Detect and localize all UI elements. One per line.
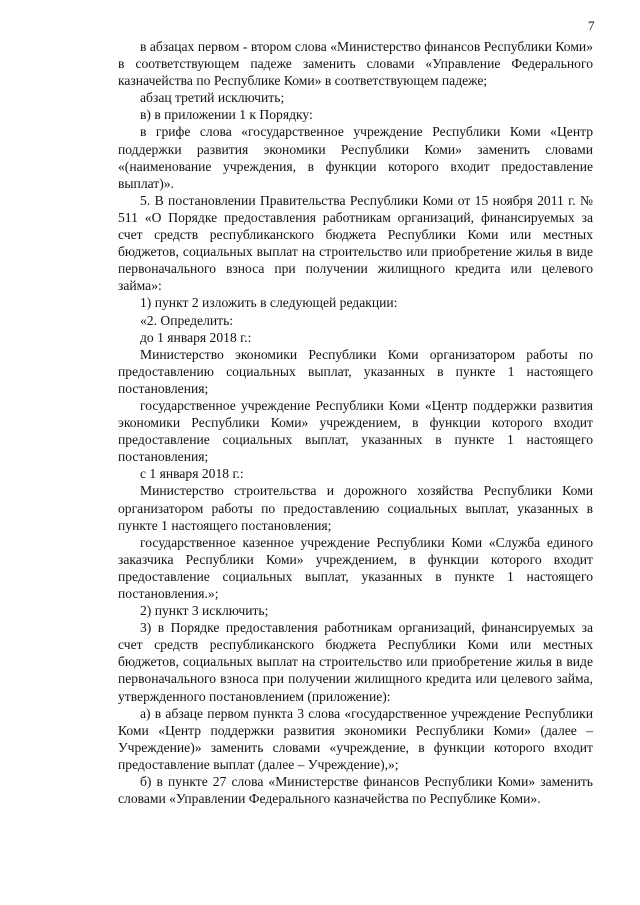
document-body [118, 38, 593, 807]
paragraph: 3) в Порядке предоставления работникам организаций, финансируемых за счет средств республиканского бюджета Республики Коми или местных бюджетов, социальных выплат на строительство или приобретение жилья в виде первоначального взноса при получении жилищного кредита или целевого займа, утвержденного постановлением (приложение): [118, 620, 593, 704]
paragraph: до 1 января 2018 г.: [140, 329, 252, 345]
paragraph: б) в пункте 27 слова «Министерстве финансов Республики Коми» заменить словами «Управлении Федерального казначейства по Республике Коми». [118, 774, 593, 807]
paragraph: Министерство экономики Республики Коми организатором работы по предоставлению социальных выплат, указанных в пункте 1 настоящего постановления; [118, 346, 593, 396]
paragraph: а) в абзаце первом пункта 3 слова «государственное учреждение Республики Коми «Центр поддержки развития экономики Республики Коми» (далее – Учреждение)» заменить словами «учреждение, в функции которого входит предоставление выплат (далее – Учреждение),»; [118, 705, 593, 772]
paragraph: государственное учреждение Республики Коми «Центр поддержки развития экономики Республики Коми» учреждением, в функции которого входит предоставление социальных выплат, указанных в пункте 1 настоящего постановления; [118, 397, 593, 465]
paragraph: в грифе слова «государственное учреждение Республики Коми «Центр поддержки развития экономики Республики Коми» заменить словами «(наименование учреждения, в функции которого входит предоставление выплат)». [118, 124, 593, 191]
page-number: 7 [588, 18, 595, 33]
paragraph: с 1 января 2018 г.: [140, 466, 244, 482]
paragraph: Министерство строительства и дорожного хозяйства Республики Коми организатором работы по предоставлению социальных выплат, указанных в пункте 1 настоящего постановления; [118, 483, 593, 533]
paragraph: абзац третий исключить; [140, 90, 285, 106]
paragraph: государственное казенное учреждение Республики Коми «Служба единого заказчика Республики Коми» учреждением, в функции которого входит предоставление социальных выплат, указанных в пункте 1 настоящего постановления.»; [118, 534, 593, 601]
paragraph: в) в приложении 1 к Порядку: [140, 107, 313, 123]
paragraph: в абзацах первом - втором слова «Министерство финансов Республики Коми» в соответствующем падеже заменить словами «Управление Федерального казначейства по Республике Коми» в соответствующем падеже; [118, 39, 593, 89]
paragraph: 1) пункт 2 изложить в следующей редакции: [140, 295, 398, 311]
paragraph: «2. Определить: [140, 312, 234, 328]
paragraph: 2) пункт 3 исключить; [140, 603, 269, 619]
paragraph: 5. В постановлении Правительства Республики Коми от 15 ноября 2011 г. № 511 «О Порядке предоставления работникам организаций, финансируемых за счет средств республиканского бюджета Республики Коми или местных бюджетов, социальных выплат на строительство или приобретение жилья в виде первоначального взноса при получении жилищного кредита или целевого займа»: [118, 192, 593, 294]
